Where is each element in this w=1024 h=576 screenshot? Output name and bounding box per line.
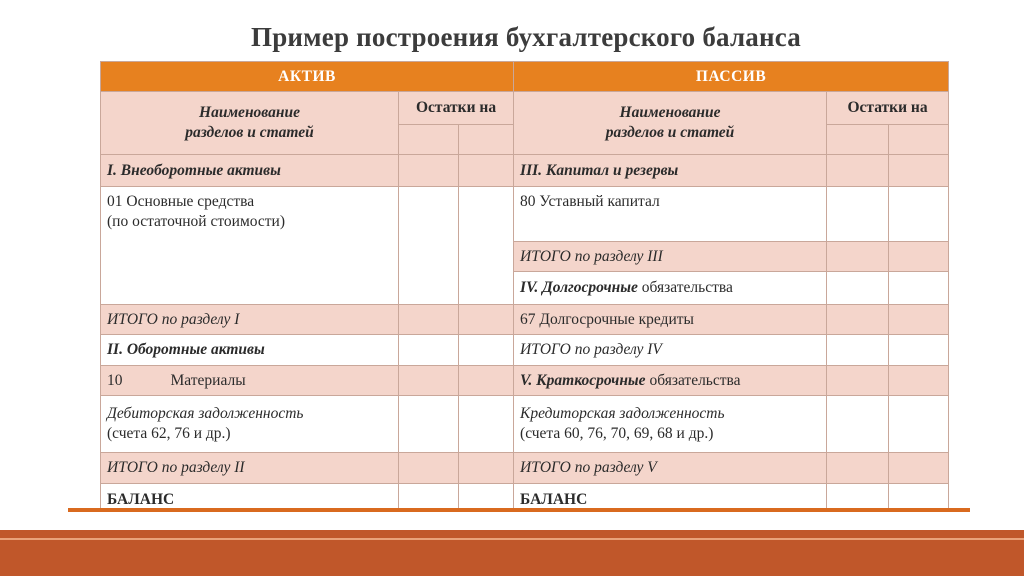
- section-heading: I. Внеоборотные активы: [101, 155, 399, 187]
- date-cell: [399, 125, 459, 155]
- section-heading: II. Оборотные активы: [101, 335, 399, 366]
- table-cell: 67 Долгосрочные кредиты: [514, 305, 827, 335]
- name-header-line2: разделов и статей: [605, 124, 735, 141]
- account-name: Материалы: [170, 371, 246, 389]
- footer-bar-line: [0, 538, 1024, 540]
- table-row: [101, 187, 949, 242]
- cell-line: (счета 60, 76, 70, 69, 68 и др.): [520, 425, 714, 442]
- table-row: [101, 305, 949, 335]
- section-heading: III. Капитал и резервы: [514, 155, 827, 187]
- table-row: [101, 453, 949, 484]
- table-cell: [101, 187, 399, 305]
- name-header-line2: разделов и статей: [185, 124, 314, 141]
- date-cell: [827, 125, 889, 155]
- table-row: [101, 366, 949, 396]
- balance-total: БАЛАНС: [101, 484, 399, 513]
- heading-rest-part: обязательства: [637, 279, 733, 296]
- passiv-header: ПАССИВ: [514, 62, 949, 92]
- table-cell: [101, 366, 399, 396]
- date-cell: [889, 125, 949, 155]
- heading-rest-part: обязательства: [645, 371, 741, 389]
- aktiv-ostatki-header: Остатки на: [399, 92, 514, 125]
- cell-line: Кредиторская задолженность: [520, 405, 725, 422]
- cell-line: (счета 62, 76 и др.): [107, 425, 231, 442]
- cell-line: 01 Основные средства: [107, 193, 255, 210]
- footer-bar: [0, 530, 1024, 576]
- subtotal-cell: ИТОГО по разделу IV: [514, 335, 827, 366]
- table-cell: [514, 396, 827, 453]
- date-cell: [459, 125, 514, 155]
- cell-line: Дебиторская задолженность: [107, 405, 304, 422]
- table-row: [101, 396, 949, 453]
- aktiv-name-header: [101, 92, 399, 155]
- subtotal-cell: ИТОГО по разделу V: [514, 453, 827, 484]
- passiv-name-header: [514, 92, 827, 155]
- subheader-row: [101, 92, 949, 125]
- cell-line: (по остаточной стоимости): [107, 213, 286, 230]
- balance-table: [100, 61, 949, 512]
- table-header-row: [101, 62, 949, 92]
- name-header-line1: Наименование: [199, 104, 300, 121]
- subtotal-cell: ИТОГО по разделу III: [514, 242, 827, 272]
- passiv-ostatki-header: Остатки на: [827, 92, 949, 125]
- aktiv-header: АКТИВ: [101, 62, 514, 92]
- table-row: [101, 335, 949, 366]
- section-heading: [514, 366, 827, 396]
- accent-divider: [68, 508, 970, 512]
- table-row: [101, 155, 949, 187]
- subtotal-cell: ИТОГО по разделу I: [101, 305, 399, 335]
- page-title: Пример построения бухгалтерского баланса: [251, 22, 801, 52]
- balance-total: БАЛАНС: [514, 484, 827, 513]
- table-cell: 80 Уставный капитал: [514, 187, 827, 242]
- subtotal-cell: ИТОГО по разделу II: [101, 453, 399, 484]
- name-header-line1: Наименование: [619, 104, 721, 121]
- account-code: 10: [107, 371, 123, 389]
- table-cell: [101, 396, 399, 453]
- heading-bold-part: IV. Долгосрочные: [520, 279, 638, 296]
- section-heading: [514, 272, 827, 305]
- heading-bold-part: V. Краткосрочные: [520, 371, 646, 389]
